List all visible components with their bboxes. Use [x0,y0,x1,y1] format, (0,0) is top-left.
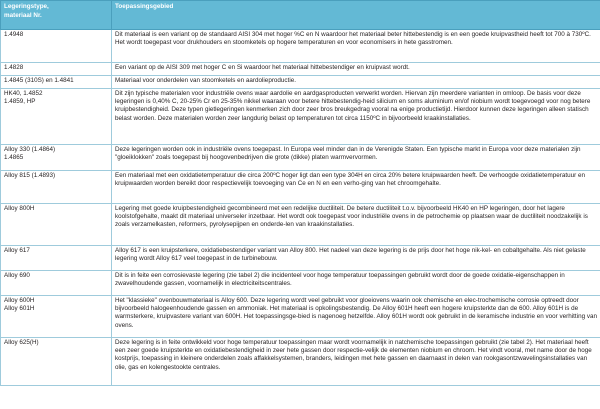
table-row [1,204,600,246]
table-row [1,63,600,76]
alloy-type-cell: Alloy 800H [1,204,112,246]
application-cell: Deze legering is in feite ontwikkeld voor hoge temperatuur toepassingen maar wordt voornamelijk in natchemische toepassingen gebruikt (zie tabel 2). Het materiaal heeft een zeer goede kruipsterkte en oxidatiebestendigheid in zeer hete gassen door respectie-velijk de elementen niobium en chroom. Het vindt vooral, met name door de hoge kostprijs, toepassing in kleinere onderdelen zoals affakkelsystemen, branders, leidingen met hete gassen en daarnaast in delen van rookgasontzwavelingsinstallaties van olie, gas en kolengestookte centrales. [112,338,600,386]
table-row [1,171,600,204]
table-row [1,296,600,338]
table-row [1,145,600,171]
header-row [1,1,600,30]
table-row [1,89,600,145]
application-cell: Dit materiaal is een variant op de standaard AISI 304 met hoger %C en N waardoor het materiaal beter hittebestendig is en een goede kruipvastheid heeft tot 700 à 730ºC. Het wordt toegepast voor drukhouders en stoomketels op hogere temperaturen en voor economisers in hete gasstromen. [112,30,600,63]
alloy-type-cell: Alloy 617 [1,246,112,271]
table-row [1,30,600,63]
alloy-type-cell: 1.4845 (310S) en 1.4841 [1,76,112,89]
application-cell: Een variant op de AISI 309 met hoger C en Si waardoor het materiaal hittebestendiger en kruipvast wordt. [112,63,600,76]
table-row [1,246,600,271]
application-cell: Deze legeringen worden ook in industriële ovens toegepast. In Europa veel minder dan in de Verenigde Staten. Een typische markt in Europa voor deze materialen zijn "gloeiklokken" zoals toegepast bij hoogovenbedrijven die grote (dikke) platen warmvervormen. [112,145,600,171]
header-application: Toepassingsgebied [112,1,600,30]
application-cell: Materiaal voor onderdelen van stoomketels en aardolieproductie. [112,76,600,89]
alloy-type-cell: 1.4828 [1,63,112,76]
application-cell: Legering met goede kruipbestendigheid gecombineerd met een redelijke ductiliteit. De betere ductiliteit t.o.v. bijvoorbeeld HK40 en HP legeringen, door het lagere koolstofgehalte, maakt dit materiaal universeler inzetbaar. Het wordt ook toegepast voor industriële ovens in de petrochemie op plaatsen waar de ductiliteit noodzakelijk is zoals verzamelkasten, reformers, pyrolysepijpen en onderde-len van kraakinstallaties. [112,204,600,246]
table-row [1,338,600,386]
alloy-type-cell: Alloy 815 (1.4893) [1,171,112,204]
alloy-type-cell: 1.4948 [1,30,112,63]
alloy-type-cell: Alloy 330 (1.4864) 1.4865 [1,145,112,171]
alloy-type-cell: Alloy 690 [1,271,112,296]
table-row [1,271,600,296]
application-cell: Dit is in feite een corrosievaste legering (zie tabel 2) die incidenteel voor hoge temperatuur toepassingen gebruikt wordt door de goede oxidatie-eigenschappen in zwavelhoudende gassen, voornamelijk in electriciteitscentrales. [112,271,600,296]
application-cell: Een materiaal met een oxidatietemperatuur die circa 200ºC hoger ligt dan een type 304H en circa 20% betere kruipwaarden heeft. De verhoogde oxidatietemperatuur en kruipwaarden worden bereikt door respectievelijk toevoeging van Ce en N en een verho-ging van het chroomgehalte. [112,171,600,204]
application-cell: Het "klassieke" ovenbouwmateriaal is Alloy 600. Deze legering wordt veel gebruikt voor gloeiovens waarin ook chemische en elec-trochemische corrosie optreedt door bijvoorbeeld halogeenhoudende gassen en ammoniak. Het materiaal is opkolingsbestendig. De Alloy 601H heeft een hogere kruipsterkte dan de 600. Alloy 601H is de warmsterkere, kruipvastere variant van 600H. Het toepassingsge-bied is nagenoeg hetzelfde. Alloy 601H wordt ook gebruikt in de keramische industrie en voor verhitting van ovens. [112,296,600,338]
application-cell: Alloy 617 is een kruipsterkere, oxidatiebestendiger variant van Alloy 800. Het nadeel van deze legering is de prijs door het hoge nik-kel- en cobaltgehalte. Als niet gelaste legering wordt Alloy 617 veel toegepast in de turbinebouw. [112,246,600,271]
alloy-type-cell: Alloy 600H Alloy 601H [1,296,112,338]
table-row [1,76,600,89]
application-cell: Dit zijn typische materialen voor industriële ovens waar aardolie en aardgasproducten verwerkt worden. Hiervan zijn meerdere varianten in omloop. De basis voor deze legeringen is 0,40% C, 20-25% Cr en 25-35% nikkel waaraan voor betere hittebestendig-heid silicium en soms aluminium en/of niobium wordt toegevoegd voor nog betere kruipbestendigheid. Deze typen gietlegeringen kenmerken zich door zeer bros breukgedrag vooral na enige productietijd. Hierdoor kunnen deze legeringen alleen statisch belast worden. Deze materialen worden zeer langdurig belast op temperaturen tot circa 1150ºC in bijvoorbeeld kraakinstallaties. [112,89,600,145]
alloy-type-cell: HK40, 1.4852 1.4859, HP [1,89,112,145]
header-alloy-type: Legeringstype, materiaal Nr. [1,1,112,30]
alloy-type-cell: Alloy 625(H) [1,338,112,386]
